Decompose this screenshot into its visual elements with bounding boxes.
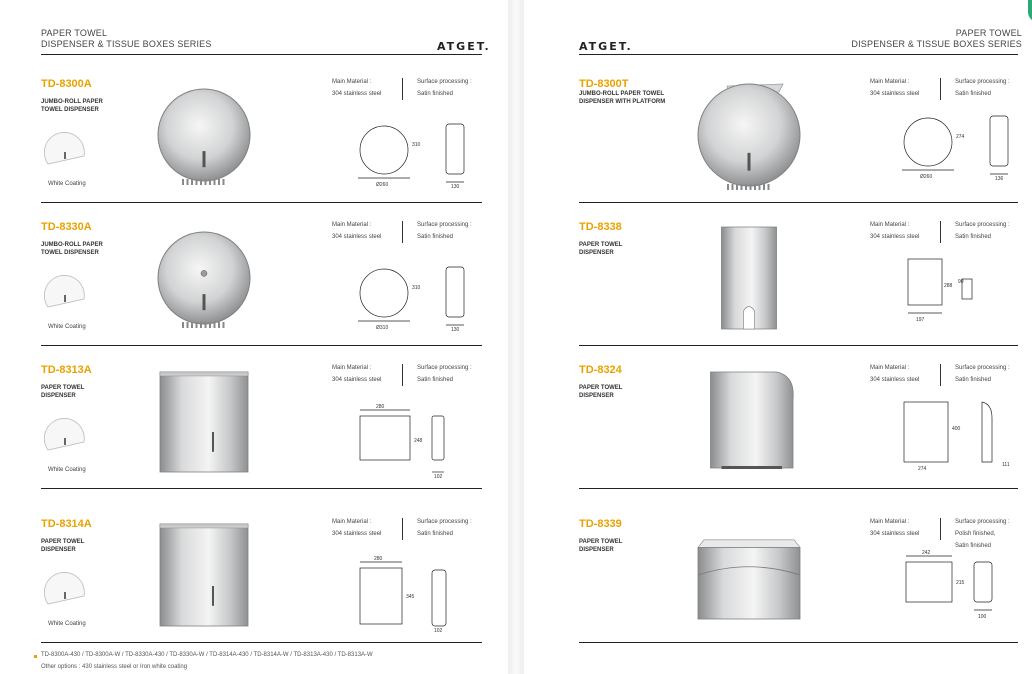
spec-divider: [402, 518, 403, 540]
dimension-label: 248: [414, 438, 423, 444]
product-description: [41, 538, 84, 554]
surface-processing-value: Satin finished: [417, 234, 454, 240]
product-description-line2: DISPENSER: [41, 393, 76, 399]
technical-drawing: [898, 394, 1032, 470]
technical-drawing: [354, 116, 494, 192]
technical-drawing: [354, 402, 494, 478]
product-code: TD-8300T: [579, 78, 629, 90]
product-description-line1: PAPER TOWEL: [579, 242, 623, 248]
row-divider: [579, 202, 1018, 203]
spec-divider: [402, 78, 403, 100]
spec-divider: [940, 221, 941, 243]
product-description-line2: DISPENSER: [41, 547, 76, 553]
surface-processing-label: Surface processing :: [955, 222, 1010, 228]
dimension-label: 102: [434, 628, 443, 632]
dimension-label: 280: [374, 556, 383, 562]
product-description: [41, 384, 84, 400]
main-material-value: 304 stainless steel: [332, 377, 382, 383]
surface-processing-label: Surface processing :: [417, 79, 472, 85]
product-photo: [154, 223, 254, 333]
series-title-line2: DISPENSER & TISSUE BOXES SERIES: [41, 39, 212, 49]
main-material-value: 304 stainless steel: [332, 234, 382, 240]
footnote-models: TD-8300A-430 / TD-8300A-W / TD-8330A-430 / TD-8330A-W / TD-8314A-430 / TD-8314A-W / TD-8313A-430 / TD-8313A-W: [41, 652, 373, 658]
product-code: TD-8339: [579, 518, 622, 530]
product-description: [579, 384, 622, 400]
dimension-label: Ø260: [920, 174, 933, 180]
main-material-label: Main Material :: [870, 365, 910, 371]
row-divider: [579, 488, 1018, 489]
surface-processing-label: Surface processing :: [955, 519, 1010, 525]
main-material-value: 304 stainless steel: [870, 234, 920, 240]
surface-processing-value: Satin finished: [417, 91, 454, 97]
dimension-label: 100: [978, 614, 987, 620]
dimension-label: Ø260: [376, 182, 389, 188]
product-description-line2: TOWEL DISPENSER: [41, 107, 99, 113]
surface-processing-value: Satin finished: [417, 377, 454, 383]
surface-processing-label: Surface processing :: [417, 365, 472, 371]
dimension-label: 130: [451, 184, 460, 190]
surface-processing-value: Satin finished: [955, 234, 992, 240]
product-description-line1: JUMBO-ROLL PAPER: [41, 242, 103, 248]
product-description: [579, 538, 622, 554]
series-title-line1: PAPER TOWEL: [955, 28, 1022, 38]
product-photo: [694, 520, 804, 630]
main-material-block: [870, 219, 919, 243]
spec-divider: [940, 364, 941, 386]
product-description: [579, 241, 622, 257]
spec-divider: [940, 518, 941, 540]
main-material-label: Main Material :: [332, 222, 372, 228]
product-code: TD-8330A: [41, 221, 92, 233]
footnote-bullet: [34, 655, 37, 658]
coating-label: White Coating: [48, 467, 86, 473]
surface-processing-block: [955, 219, 1010, 243]
main-material-value: 304 stainless steel: [332, 91, 382, 97]
main-material-label: Main Material :: [870, 79, 910, 85]
product-photo: [694, 366, 804, 476]
product-code: TD-8338: [579, 221, 622, 233]
surface-processing-value: Polish finished,: [955, 531, 996, 537]
coating-label: White Coating: [48, 324, 86, 330]
spec-divider: [940, 78, 941, 100]
surface-processing-block: [417, 516, 472, 540]
main-material-label: Main Material :: [332, 79, 372, 85]
product-description-line1: JUMBO-ROLL PAPER: [41, 99, 103, 105]
series-title-line1: PAPER TOWEL: [41, 28, 108, 38]
technical-drawing: [354, 556, 494, 632]
coating-label: White Coating: [48, 621, 86, 627]
dimension-label: 274: [956, 134, 965, 140]
dimension-label: 345: [406, 594, 415, 600]
brand-logo: ATGET.: [437, 40, 491, 53]
row-divider: [41, 202, 482, 203]
main-material-block: [870, 362, 919, 386]
white-coating-thumbnail: [44, 271, 88, 311]
header-divider: [579, 54, 1018, 55]
product-code: TD-8324: [579, 364, 622, 376]
product-description: [41, 241, 103, 257]
surface-processing-block: [955, 516, 1010, 552]
dimension-label: 102: [434, 474, 443, 478]
right-page: [524, 0, 1032, 674]
product-code: TD-8313A: [41, 364, 92, 376]
dimension-label: Ø310: [376, 325, 389, 331]
technical-drawing: [354, 259, 494, 335]
dimension-label: 197: [916, 317, 925, 323]
main-material-label: Main Material :: [870, 222, 910, 228]
row-divider: [579, 345, 1018, 346]
brand-logo: ATGET.: [579, 40, 633, 53]
surface-processing-block: [955, 362, 1010, 386]
surface-processing-value: Satin finished: [417, 531, 454, 537]
dimension-label: 111: [1002, 462, 1010, 468]
product-description-line2: DISPENSER WITH PLATFORM: [579, 99, 666, 105]
book-gutter: [508, 0, 524, 674]
surface-processing-value: Satin finished: [955, 377, 992, 383]
main-material-block: [870, 516, 919, 540]
product-photo: [154, 520, 254, 630]
dimension-label: 274: [918, 466, 927, 470]
main-material-block: [332, 362, 381, 386]
header-divider: [41, 54, 482, 55]
technical-drawing: [898, 251, 1032, 327]
product-description-line1: PAPER TOWEL: [41, 385, 85, 391]
row-divider: [41, 642, 482, 643]
main-material-block: [332, 219, 381, 243]
product-code: TD-8314A: [41, 518, 92, 530]
product-photo: [154, 366, 254, 476]
main-material-value: 304 stainless steel: [870, 377, 920, 383]
spec-divider: [402, 364, 403, 386]
main-material-value: 304 stainless steel: [332, 531, 382, 537]
main-material-block: [870, 76, 919, 100]
white-coating-thumbnail: [44, 128, 88, 168]
surface-processing-block: [417, 362, 472, 386]
white-coating-thumbnail: [44, 568, 88, 608]
product-description-line1: PAPER TOWEL: [41, 539, 85, 545]
row-divider: [579, 642, 1018, 643]
main-material-block: [332, 76, 381, 100]
page-corner-tab: [1028, 0, 1032, 22]
surface-processing-block: [417, 76, 472, 100]
dimension-label: 215: [956, 580, 965, 586]
product-description: [579, 90, 665, 106]
white-coating-thumbnail: [44, 414, 88, 454]
dimension-label: 288: [944, 283, 953, 289]
main-material-value: 304 stainless steel: [870, 531, 920, 537]
dimension-label: 310: [412, 285, 421, 291]
surface-processing-value-2: Satin finished: [955, 543, 992, 549]
product-photo: [694, 80, 804, 190]
main-material-value: 304 stainless steel: [870, 91, 920, 97]
surface-processing-label: Surface processing :: [417, 519, 472, 525]
dimension-label: 400: [952, 426, 961, 432]
left-page: [0, 0, 508, 674]
dimension-label: 280: [376, 404, 385, 410]
surface-processing-label: Surface processing :: [955, 365, 1010, 371]
product-description-line1: PAPER TOWEL: [579, 539, 623, 545]
dimension-label: 242: [922, 550, 931, 556]
main-material-label: Main Material :: [332, 519, 372, 525]
row-divider: [41, 345, 482, 346]
main-material-label: Main Material :: [870, 519, 910, 525]
product-description-line2: DISPENSER: [579, 547, 614, 553]
series-title: [41, 28, 212, 50]
dimension-label: 310: [412, 142, 421, 148]
surface-processing-value: Satin finished: [955, 91, 992, 97]
main-material-label: Main Material :: [332, 365, 372, 371]
dimension-label: 90: [958, 279, 964, 285]
surface-processing-block: [955, 76, 1010, 100]
spec-divider: [402, 221, 403, 243]
product-description: [41, 98, 103, 114]
product-photo: [694, 223, 804, 333]
surface-processing-block: [417, 219, 472, 243]
row-divider: [41, 488, 482, 489]
product-description-line1: JUMBO-ROLL PAPER TOWEL: [579, 91, 665, 97]
product-photo: [154, 80, 254, 190]
dimension-label: 130: [451, 327, 460, 333]
main-material-block: [332, 516, 381, 540]
product-description-line1: PAPER TOWEL: [579, 385, 623, 391]
series-title-line2: DISPENSER & TISSUE BOXES SERIES: [851, 39, 1022, 49]
product-code: TD-8300A: [41, 78, 92, 90]
technical-drawing: [898, 108, 1032, 184]
product-description-line2: DISPENSER: [579, 250, 614, 256]
surface-processing-label: Surface processing :: [955, 79, 1010, 85]
product-description-line2: TOWEL DISPENSER: [41, 250, 99, 256]
dimension-label: 136: [995, 176, 1004, 182]
technical-drawing: [898, 548, 1032, 624]
surface-processing-label: Surface processing :: [417, 222, 472, 228]
coating-label: White Coating: [48, 181, 86, 187]
product-description-line2: DISPENSER: [579, 393, 614, 399]
series-title: [851, 28, 1022, 50]
footnote-options: Other options : 430 stainless steel or Iron white coating: [41, 664, 188, 670]
